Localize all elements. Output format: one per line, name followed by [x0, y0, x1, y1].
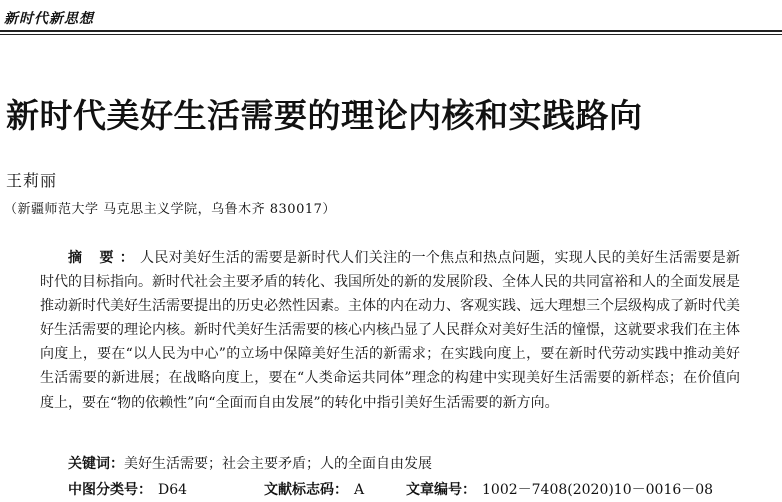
- article-title: 新时代美好生活需要的理论内核和实践路向: [6, 96, 643, 135]
- keywords-text: 美好生活需要；社会主要矛盾；人的全面自由发展: [124, 456, 432, 472]
- abstract-text: 人民对美好生活的需要是新时代人们关注的一个焦点和热点问题，实现人民的美好生活需要是新时代的目标指向。新时代社会主要矛盾的转化、我国所处的新的发展阶段、全体人民的共同富裕和人的全面发展是推动新时代美好生活需要提出的历史必然性因素。主体的内在动力、客观实践、远大理想三个层级构成了新时代美好生活需要的理论内核。新时代美好生活需要的核心内核凸显了人民群众对美好生活的憧憬，这就要求我们在主体向度上，要在“以人民为中心”的立场中保障美好生活的新需求；在实践向度上，要在新时代劳动实践中推动美好生活需要的新进展；在战略向度上，要在“人类命运共同体”理念的构建中实现美好生活需要的新样态；在价值向度上，要在“物的依赖性”向“全面而自由发展”的转化中指引美好生活需要的新方向。: [40, 250, 741, 411]
- keywords: [68, 453, 432, 473]
- doc-code-value: A: [354, 482, 365, 498]
- clc-label: 中图分类号：: [68, 482, 152, 498]
- clc-value: D64: [158, 482, 188, 498]
- doc-code-label: 文献标志码：: [264, 482, 348, 498]
- author-name: 王莉丽: [6, 171, 58, 190]
- keywords-label: 关键词：: [68, 456, 124, 472]
- abstract-label: 摘 要：: [68, 250, 141, 266]
- abstract: [40, 246, 740, 415]
- clc-number: [68, 479, 187, 499]
- document-code: [264, 479, 364, 499]
- article-id: [406, 479, 713, 499]
- header-rule-thin: [0, 34, 782, 35]
- author-affiliation: （新疆师范大学 马克思主义学院，乌鲁木齐 830017）: [4, 202, 336, 217]
- article-id-value: 1002－7408(2020)10－0016－08: [482, 482, 714, 498]
- article-id-label: 文章编号：: [406, 482, 476, 498]
- section-label: 新时代新思想: [4, 11, 94, 27]
- journal-header: [0, 0, 782, 34]
- article-metadata: [68, 479, 782, 499]
- header-rule-thick: [0, 30, 782, 32]
